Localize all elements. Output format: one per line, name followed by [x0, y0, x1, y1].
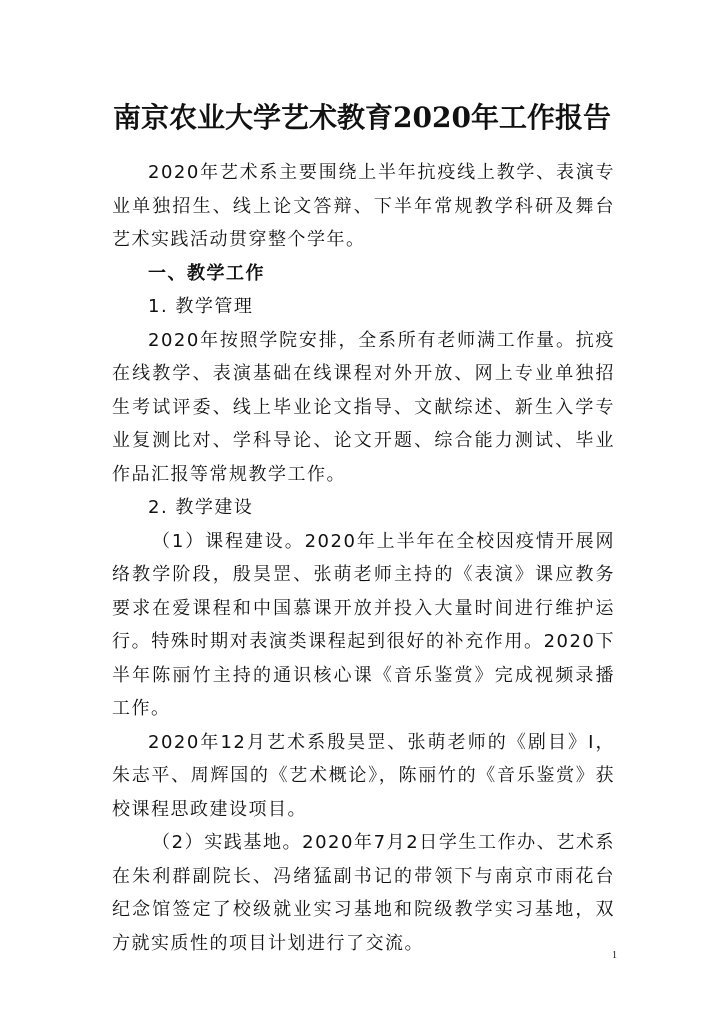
intro-paragraph: 2020年艺术系主要围绕上半年抗疫线上教学、表演专业单独招生、线上论文答辩、下半年常规教学科研及舞台艺术实践活动贯穿整个学年。: [112, 162, 615, 250]
document-body: [112, 156, 615, 960]
section-heading-teaching: 一、教学工作: [148, 262, 265, 284]
page-number: 1: [612, 950, 617, 961]
subsection-heading-construction: 2. 教学建设: [148, 497, 254, 518]
course-construction-paragraph: （1）课程建设。2020年上半年在全校因疫情开展网络教学阶段，殷昊罡、张萌老师主持的《表演》课应教务要求在爱课程和中国慕课开放并投入大量时间进行维护运行。特殊时期对表演类课程起到很好的补充作用。2020下半年陈丽竹主持的通识核心课《音乐鉴赏》完成视频录播工作。: [112, 530, 615, 719]
subsection-heading-management: 1. 教学管理: [148, 296, 254, 317]
course-ideology-paragraph: 2020年12月艺术系殷昊罡、张萌老师的《剧目》Ⅰ，朱志平、周辉国的《艺术概论》，陈丽竹的《音乐鉴赏》获校课程思政建设项目。: [112, 731, 615, 820]
practice-base-paragraph: （2）实践基地。2020年7月2日学生工作办、艺术系在朱利群副院长、冯绪猛副书记的带领下与南京市雨花台纪念馆签定了校级就业实习基地和院级教学实习基地，双方就实质性的项目计划进行了交流。: [112, 832, 615, 954]
management-paragraph: 2020年按照学院安排，全系所有老师满工作量。抗疫在线教学、表演基础在线课程对外开放、网上专业单独招生考试评委、线上毕业论文指导、文献综述、新生入学专业复测比对、学科导论、论文开题、综合能力测试、毕业作品汇报等常规教学工作。: [112, 329, 615, 485]
document-title: 南京农业大学艺术教育2020年工作报告: [113, 101, 611, 134]
